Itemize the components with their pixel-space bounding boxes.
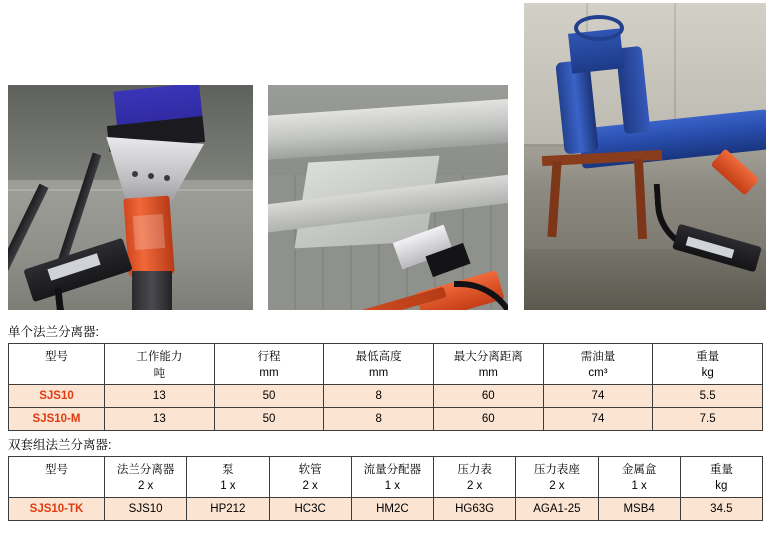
- table1-header-stroke: 行程: [214, 344, 324, 365]
- table1-caption: 单个法兰分离器:: [8, 325, 99, 339]
- table1-row1-stroke: 50: [214, 408, 324, 431]
- kit-spreader-section: [0, 435, 771, 521]
- table2-qty-hose: 2 x: [269, 477, 351, 498]
- table2-row0-spreader: SJS10: [105, 498, 187, 521]
- table2-header-spreader: 法兰分离器: [105, 457, 187, 478]
- table1-header-row-bottom: [9, 364, 763, 385]
- table2-header-gauge-adapter: 压力表座: [516, 457, 598, 478]
- table2-row0-flow-divider: HM2C: [351, 498, 433, 521]
- table-row: [9, 408, 763, 431]
- table1-header-max-spread: 最大分离距离: [433, 344, 543, 365]
- table2-row0-hose: HC3C: [269, 498, 351, 521]
- table2-caption: 双套组法兰分离器:: [8, 438, 112, 452]
- table-row: [9, 498, 763, 521]
- table2-row0-pump: HP212: [187, 498, 269, 521]
- table1-row0-capacity: 13: [105, 385, 215, 408]
- table2-header-pump: 泵: [187, 457, 269, 478]
- table1-row1-min-height: 8: [324, 408, 434, 431]
- table2-row0-gauge-adapter: AGA1-25: [516, 498, 598, 521]
- table2-qty-spreader: 2 x: [105, 477, 187, 498]
- table1-row1-max-spread: 60: [433, 408, 543, 431]
- table2-unit-weight: kg: [680, 477, 762, 498]
- table1-row0-oil-volume: 74: [543, 385, 653, 408]
- table1-header-capacity: 工作能力: [105, 344, 215, 365]
- table1-header-oil-volume: 需油量: [543, 344, 653, 365]
- table2-header-hose: 软管: [269, 457, 351, 478]
- table1-row0-stroke: 50: [214, 385, 324, 408]
- table-row: [9, 385, 763, 408]
- table2-qty-gauge-adapter: 2 x: [516, 477, 598, 498]
- table2-qty-model: [9, 477, 105, 498]
- table2-header-row-top: [9, 457, 763, 478]
- photo-flange-spreader-steel-frame: [268, 85, 508, 310]
- table1-row1-model: SJS10-M: [9, 408, 105, 431]
- table1-unit-stroke: mm: [214, 364, 324, 385]
- single-spreader-table: [8, 343, 763, 431]
- single-spreader-section: [0, 322, 771, 431]
- table1-row1-oil-volume: 74: [543, 408, 653, 431]
- table1-header-model: 型号: [9, 344, 105, 365]
- table1-unit-max-spread: mm: [433, 364, 543, 385]
- table2-row0-model: SJS10-TK: [9, 498, 105, 521]
- table1-unit-weight: kg: [653, 364, 763, 385]
- table1-header-weight: 重量: [653, 344, 763, 365]
- table2-row0-metal-case: MSB4: [598, 498, 680, 521]
- table2-row0-gauge: HG63G: [434, 498, 516, 521]
- table2-qty-pump: 1 x: [187, 477, 269, 498]
- table1-row1-weight: 7.5: [653, 408, 763, 431]
- table1-row0-max-spread: 60: [433, 385, 543, 408]
- table2-qty-metal-case: 1 x: [598, 477, 680, 498]
- table2-header-gauge: 压力表: [434, 457, 516, 478]
- photo-flange-spreader-blue-pipe: [524, 3, 766, 310]
- kit-spreader-table: [8, 456, 763, 521]
- table2-header-metal-case: 金属盒: [598, 457, 680, 478]
- table1-unit-oil-volume: cm³: [543, 364, 653, 385]
- table2-header-flow-divider: 流量分配器: [351, 457, 433, 478]
- table1-row0-min-height: 8: [324, 385, 434, 408]
- table2-qty-gauge: 2 x: [434, 477, 516, 498]
- table1-header-min-height: 最低高度: [324, 344, 434, 365]
- table2-qty-flow-divider: 1 x: [351, 477, 433, 498]
- table1-row1-capacity: 13: [105, 408, 215, 431]
- table2-header-model: 型号: [9, 457, 105, 478]
- table1-row0-weight: 5.5: [653, 385, 763, 408]
- table1-header-row-top: [9, 344, 763, 365]
- table2-header-row-bottom: [9, 477, 763, 498]
- photo-flange-spreader-vertical: [8, 85, 253, 310]
- table1-row0-model: SJS10: [9, 385, 105, 408]
- table1-unit-model: [9, 364, 105, 385]
- table1-unit-min-height: mm: [324, 364, 434, 385]
- table1-unit-capacity: 吨: [105, 364, 215, 385]
- table2-header-weight: 重量: [680, 457, 762, 478]
- table2-row0-weight: 34.5: [680, 498, 762, 521]
